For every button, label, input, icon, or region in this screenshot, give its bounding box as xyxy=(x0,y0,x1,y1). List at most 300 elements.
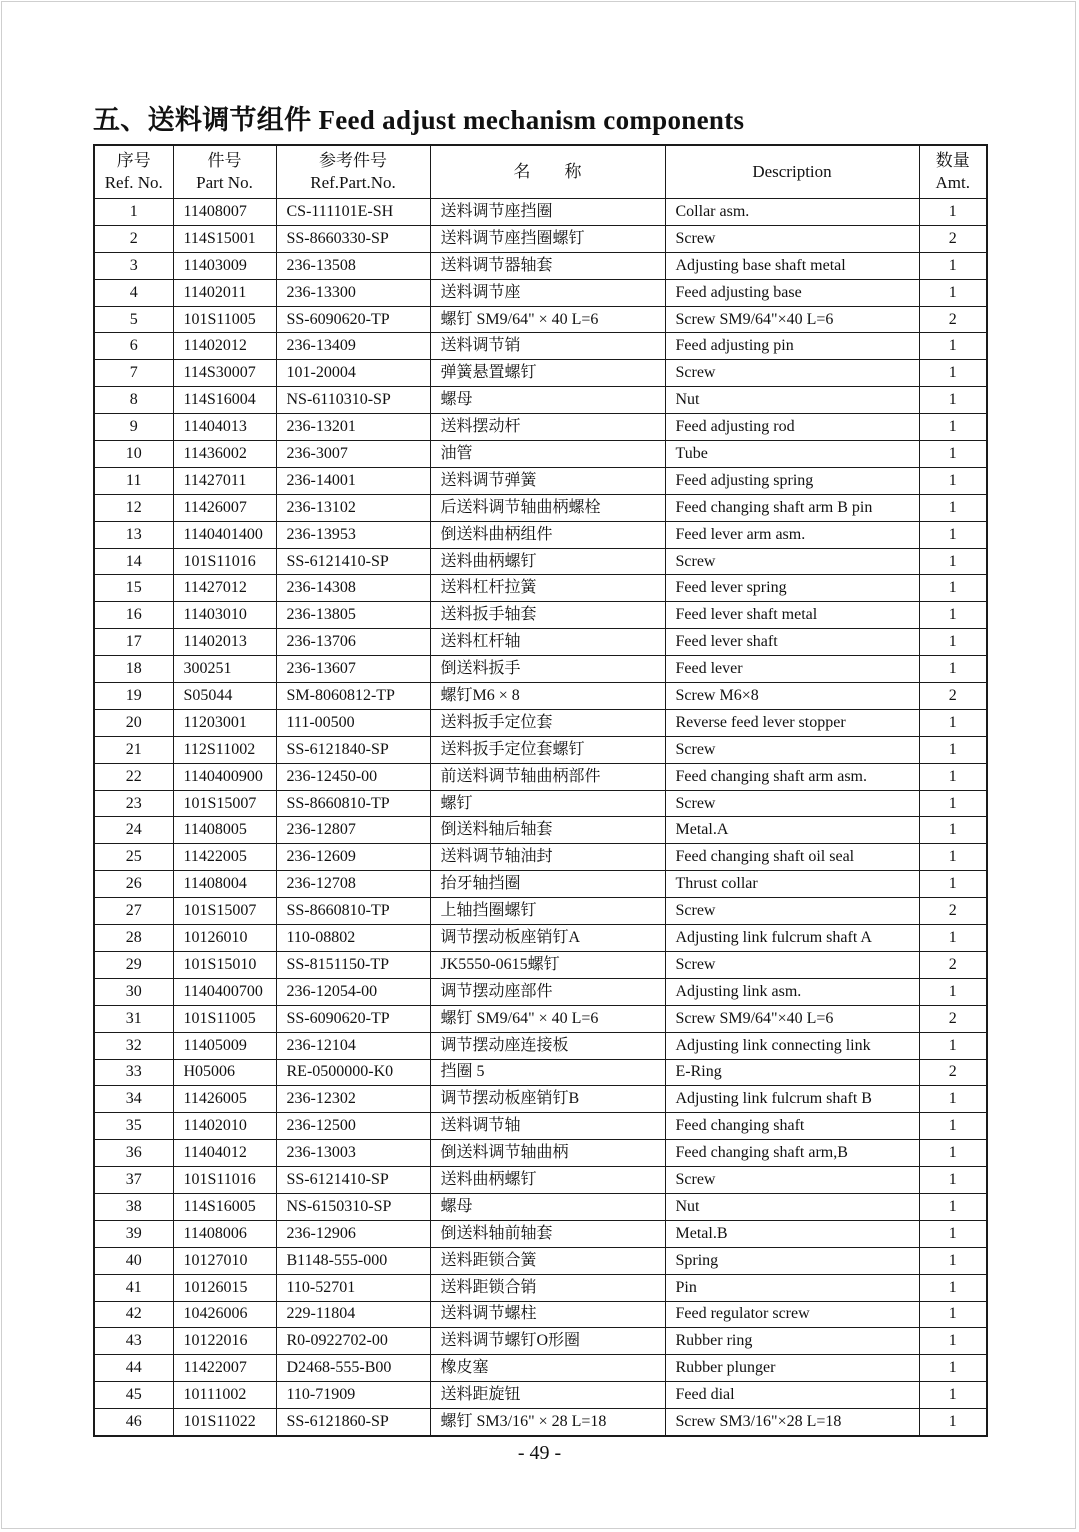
table-row xyxy=(94,1274,987,1301)
cell-ref: 33 xyxy=(94,1059,173,1086)
header-ref-no: 序号 Ref. No. xyxy=(94,145,173,199)
cell-name: 前送料调节轴曲柄部件 xyxy=(430,763,665,790)
cell-part: 11408006 xyxy=(173,1220,276,1247)
cell-desc: Rubber ring xyxy=(665,1328,919,1355)
cell-ref: 25 xyxy=(94,844,173,871)
cell-ref: 17 xyxy=(94,629,173,656)
cell-amt: 1 xyxy=(919,629,987,656)
table-row xyxy=(94,1193,987,1220)
cell-refpart: SS-6090620-TP xyxy=(276,306,430,333)
cell-refpart: 236-13953 xyxy=(276,521,430,548)
cell-part: 1140401400 xyxy=(173,521,276,548)
cell-desc: Feed adjusting pin xyxy=(665,333,919,360)
cell-ref: 7 xyxy=(94,360,173,387)
header-part-no: 件号 Part No. xyxy=(173,145,276,199)
table-row xyxy=(94,709,987,736)
cell-amt: 1 xyxy=(919,1355,987,1382)
cell-part: 101S15007 xyxy=(173,790,276,817)
cell-refpart: 236-13409 xyxy=(276,333,430,360)
cell-amt: 1 xyxy=(919,1301,987,1328)
cell-amt: 1 xyxy=(919,1086,987,1113)
cell-refpart: NS-6110310-SP xyxy=(276,387,430,414)
cell-refpart: 236-12500 xyxy=(276,1113,430,1140)
cell-name: 后送料调节轴曲柄螺栓 xyxy=(430,494,665,521)
cell-refpart: 236-12708 xyxy=(276,871,430,898)
cell-desc: Feed lever xyxy=(665,656,919,683)
cell-ref: 32 xyxy=(94,1032,173,1059)
cell-amt: 1 xyxy=(919,925,987,952)
cell-part: 11403010 xyxy=(173,602,276,629)
cell-part: 11404012 xyxy=(173,1140,276,1167)
cell-name: 调节摆动板座销钉A xyxy=(430,925,665,952)
cell-part: 11402011 xyxy=(173,279,276,306)
cell-desc: Nut xyxy=(665,387,919,414)
cell-amt: 1 xyxy=(919,1328,987,1355)
table-row xyxy=(94,871,987,898)
cell-name: 送料调节螺钉O形圈 xyxy=(430,1328,665,1355)
table-row xyxy=(94,1301,987,1328)
cell-part: 11408004 xyxy=(173,871,276,898)
table-row xyxy=(94,683,987,710)
cell-desc: Screw SM9/64"×40 L=6 xyxy=(665,1005,919,1032)
table-row xyxy=(94,656,987,683)
page-number: - 49 - xyxy=(517,1442,562,1464)
table-row xyxy=(94,306,987,333)
cell-name: 挡圈 5 xyxy=(430,1059,665,1086)
cell-desc: Feed changing shaft arm asm. xyxy=(665,763,919,790)
table-row xyxy=(94,494,987,521)
cell-refpart: R0-0922702-00 xyxy=(276,1328,430,1355)
cell-ref: 5 xyxy=(94,306,173,333)
cell-part: 10126015 xyxy=(173,1274,276,1301)
cell-desc: Feed lever shaft xyxy=(665,629,919,656)
cell-ref: 24 xyxy=(94,817,173,844)
cell-ref: 15 xyxy=(94,575,173,602)
cell-part: 300251 xyxy=(173,656,276,683)
cell-amt: 1 xyxy=(919,387,987,414)
table-row xyxy=(94,1140,987,1167)
cell-refpart: 236-3007 xyxy=(276,441,430,468)
parts-table xyxy=(93,144,988,1437)
cell-ref: 14 xyxy=(94,548,173,575)
cell-part: 10127010 xyxy=(173,1247,276,1274)
cell-refpart: 236-12104 xyxy=(276,1032,430,1059)
cell-part: 11402010 xyxy=(173,1113,276,1140)
table-row xyxy=(94,387,987,414)
table-row xyxy=(94,790,987,817)
cell-name: 螺钉 SM9/64" × 40 L=6 xyxy=(430,1005,665,1032)
cell-ref: 36 xyxy=(94,1140,173,1167)
cell-name: 送料扳手定位套螺钉 xyxy=(430,736,665,763)
table-row xyxy=(94,898,987,925)
cell-name: 送料摆动杆 xyxy=(430,414,665,441)
cell-refpart: SM-8060812-TP xyxy=(276,683,430,710)
cell-refpart: 236-12450-00 xyxy=(276,763,430,790)
cell-ref: 6 xyxy=(94,333,173,360)
cell-amt: 2 xyxy=(919,1059,987,1086)
cell-desc: Feed adjusting rod xyxy=(665,414,919,441)
cell-refpart: 229-11804 xyxy=(276,1301,430,1328)
table-row xyxy=(94,548,987,575)
cell-refpart: 236-14001 xyxy=(276,467,430,494)
cell-desc: Feed lever spring xyxy=(665,575,919,602)
cell-refpart: 236-14308 xyxy=(276,575,430,602)
cell-part: 11427011 xyxy=(173,467,276,494)
cell-desc: Screw xyxy=(665,225,919,252)
cell-amt: 1 xyxy=(919,1032,987,1059)
table-row xyxy=(94,736,987,763)
cell-amt: 1 xyxy=(919,1247,987,1274)
cell-name: 调节摆动座部件 xyxy=(430,978,665,1005)
cell-name: 送料调节轴 xyxy=(430,1113,665,1140)
table-row xyxy=(94,333,987,360)
table-row xyxy=(94,1005,987,1032)
cell-name: 螺钉 SM9/64" × 40 L=6 xyxy=(430,306,665,333)
cell-part: 1140400700 xyxy=(173,978,276,1005)
cell-name: 送料距锁合销 xyxy=(430,1274,665,1301)
cell-name: 倒送料扳手 xyxy=(430,656,665,683)
cell-name: 送料曲柄螺钉 xyxy=(430,548,665,575)
cell-name: 送料调节器轴套 xyxy=(430,252,665,279)
cell-desc: Screw xyxy=(665,1167,919,1194)
cell-desc: Rubber plunger xyxy=(665,1355,919,1382)
cell-part: 114S15001 xyxy=(173,225,276,252)
cell-amt: 1 xyxy=(919,252,987,279)
cell-ref: 38 xyxy=(94,1193,173,1220)
cell-amt: 1 xyxy=(919,494,987,521)
table-row xyxy=(94,467,987,494)
cell-refpart: SS-8660810-TP xyxy=(276,790,430,817)
cell-ref: 45 xyxy=(94,1382,173,1409)
cell-desc: Feed changing shaft arm B pin xyxy=(665,494,919,521)
cell-part: 101S11005 xyxy=(173,1005,276,1032)
cell-name: 螺母 xyxy=(430,1193,665,1220)
cell-ref: 30 xyxy=(94,978,173,1005)
cell-ref: 35 xyxy=(94,1113,173,1140)
cell-amt: 1 xyxy=(919,1113,987,1140)
table-row xyxy=(94,629,987,656)
cell-amt: 1 xyxy=(919,844,987,871)
cell-ref: 37 xyxy=(94,1167,173,1194)
table-row xyxy=(94,414,987,441)
cell-name: 送料距旋钮 xyxy=(430,1382,665,1409)
table-row xyxy=(94,199,987,226)
cell-ref: 29 xyxy=(94,951,173,978)
table-row xyxy=(94,602,987,629)
cell-refpart: 236-13508 xyxy=(276,252,430,279)
cell-ref: 23 xyxy=(94,790,173,817)
cell-part: 10111002 xyxy=(173,1382,276,1409)
cell-ref: 39 xyxy=(94,1220,173,1247)
cell-refpart: 236-12807 xyxy=(276,817,430,844)
cell-part: 101S11022 xyxy=(173,1409,276,1436)
cell-part: 11203001 xyxy=(173,709,276,736)
table-row xyxy=(94,575,987,602)
cell-amt: 1 xyxy=(919,414,987,441)
cell-amt: 1 xyxy=(919,575,987,602)
cell-desc: Screw SM3/16"×28 L=18 xyxy=(665,1409,919,1436)
cell-desc: Adjusting link fulcrum shaft A xyxy=(665,925,919,952)
cell-amt: 1 xyxy=(919,521,987,548)
cell-ref: 12 xyxy=(94,494,173,521)
table-row xyxy=(94,1247,987,1274)
cell-part: 11426007 xyxy=(173,494,276,521)
table-row xyxy=(94,1032,987,1059)
cell-amt: 1 xyxy=(919,467,987,494)
cell-name: 弹簧悬置螺钉 xyxy=(430,360,665,387)
cell-refpart: 236-13706 xyxy=(276,629,430,656)
header-name: 名 称 xyxy=(430,145,665,199)
cell-ref: 26 xyxy=(94,871,173,898)
cell-desc: Feed lever arm asm. xyxy=(665,521,919,548)
cell-refpart: 236-13300 xyxy=(276,279,430,306)
cell-refpart: 110-08802 xyxy=(276,925,430,952)
cell-part: 114S16004 xyxy=(173,387,276,414)
table-row xyxy=(94,1220,987,1247)
cell-ref: 44 xyxy=(94,1355,173,1382)
cell-name: 送料扳手定位套 xyxy=(430,709,665,736)
cell-amt: 2 xyxy=(919,1005,987,1032)
cell-amt: 1 xyxy=(919,1274,987,1301)
cell-ref: 3 xyxy=(94,252,173,279)
cell-ref: 34 xyxy=(94,1086,173,1113)
cell-ref: 10 xyxy=(94,441,173,468)
cell-ref: 9 xyxy=(94,414,173,441)
cell-desc: E-Ring xyxy=(665,1059,919,1086)
table-header-row xyxy=(94,145,987,199)
cell-ref: 31 xyxy=(94,1005,173,1032)
cell-name: 送料调节座挡圈螺钉 xyxy=(430,225,665,252)
cell-ref: 43 xyxy=(94,1328,173,1355)
cell-amt: 2 xyxy=(919,951,987,978)
cell-amt: 1 xyxy=(919,602,987,629)
cell-name: 螺钉 SM3/16" × 28 L=18 xyxy=(430,1409,665,1436)
cell-part: 114S16005 xyxy=(173,1193,276,1220)
table-row xyxy=(94,1086,987,1113)
cell-ref: 13 xyxy=(94,521,173,548)
cell-name: 送料曲柄螺钉 xyxy=(430,1167,665,1194)
cell-refpart: SS-6090620-TP xyxy=(276,1005,430,1032)
cell-desc: Adjusting link connecting link xyxy=(665,1032,919,1059)
cell-name: 抬牙轴挡圈 xyxy=(430,871,665,898)
cell-ref: 40 xyxy=(94,1247,173,1274)
table-row xyxy=(94,1355,987,1382)
cell-name: 橡皮塞 xyxy=(430,1355,665,1382)
cell-name: 倒送料轴后轴套 xyxy=(430,817,665,844)
cell-name: 送料调节销 xyxy=(430,333,665,360)
cell-refpart: 236-13003 xyxy=(276,1140,430,1167)
cell-desc: Screw M6×8 xyxy=(665,683,919,710)
cell-ref: 16 xyxy=(94,602,173,629)
cell-refpart: D2468-555-B00 xyxy=(276,1355,430,1382)
cell-amt: 2 xyxy=(919,683,987,710)
cell-part: 11405009 xyxy=(173,1032,276,1059)
cell-refpart: SS-6121410-SP xyxy=(276,1167,430,1194)
header-amount: 数量 Amt. xyxy=(919,145,987,199)
table-row xyxy=(94,521,987,548)
cell-part: 101S15010 xyxy=(173,951,276,978)
cell-desc: Reverse feed lever stopper xyxy=(665,709,919,736)
cell-part: 101S15007 xyxy=(173,898,276,925)
cell-refpart: B1148-555-000 xyxy=(276,1247,430,1274)
cell-part: 10126010 xyxy=(173,925,276,952)
table-row xyxy=(94,1328,987,1355)
cell-amt: 1 xyxy=(919,199,987,226)
cell-part: 114S30007 xyxy=(173,360,276,387)
cell-ref: 11 xyxy=(94,467,173,494)
cell-ref: 19 xyxy=(94,683,173,710)
cell-part: H05006 xyxy=(173,1059,276,1086)
cell-refpart: 110-52701 xyxy=(276,1274,430,1301)
cell-part: 11403009 xyxy=(173,252,276,279)
cell-part: 11436002 xyxy=(173,441,276,468)
cell-name: 调节摆动板座销钉B xyxy=(430,1086,665,1113)
cell-ref: 20 xyxy=(94,709,173,736)
cell-desc: Adjusting link asm. xyxy=(665,978,919,1005)
cell-refpart: 236-13805 xyxy=(276,602,430,629)
cell-ref: 2 xyxy=(94,225,173,252)
cell-desc: Screw xyxy=(665,790,919,817)
cell-name: 送料扳手轴套 xyxy=(430,602,665,629)
cell-desc: Adjusting base shaft metal xyxy=(665,252,919,279)
cell-ref: 22 xyxy=(94,763,173,790)
table-row xyxy=(94,1409,987,1436)
cell-amt: 1 xyxy=(919,1382,987,1409)
table-row xyxy=(94,925,987,952)
cell-amt: 1 xyxy=(919,1220,987,1247)
cell-desc: Pin xyxy=(665,1274,919,1301)
cell-ref: 8 xyxy=(94,387,173,414)
cell-refpart: SS-8151150-TP xyxy=(276,951,430,978)
cell-ref: 1 xyxy=(94,199,173,226)
cell-amt: 1 xyxy=(919,1409,987,1436)
cell-name: 倒送料曲柄组件 xyxy=(430,521,665,548)
page-title: 五、送料调节组件 Feed adjust mechanism components xyxy=(93,105,745,135)
cell-desc: Tube xyxy=(665,441,919,468)
cell-part: 11426005 xyxy=(173,1086,276,1113)
cell-amt: 1 xyxy=(919,279,987,306)
cell-desc: Screw xyxy=(665,951,919,978)
cell-ref: 27 xyxy=(94,898,173,925)
cell-amt: 1 xyxy=(919,709,987,736)
cell-desc: Screw SM9/64"×40 L=6 xyxy=(665,306,919,333)
cell-name: 油管 xyxy=(430,441,665,468)
table-row xyxy=(94,1113,987,1140)
table-row xyxy=(94,763,987,790)
cell-part: 10426006 xyxy=(173,1301,276,1328)
table-row xyxy=(94,225,987,252)
cell-amt: 1 xyxy=(919,360,987,387)
cell-refpart: NS-6150310-SP xyxy=(276,1193,430,1220)
cell-desc: Feed regulator screw xyxy=(665,1301,919,1328)
cell-refpart: CS-111101E-SH xyxy=(276,199,430,226)
cell-name: 送料调节轴油封 xyxy=(430,844,665,871)
cell-desc: Screw xyxy=(665,548,919,575)
cell-amt: 2 xyxy=(919,225,987,252)
cell-amt: 1 xyxy=(919,656,987,683)
cell-name: JK5550-0615螺钉 xyxy=(430,951,665,978)
header-ref-part-no: 参考件号 Ref.Part.No. xyxy=(276,145,430,199)
cell-refpart: 236-12054-00 xyxy=(276,978,430,1005)
cell-desc: Feed lever shaft metal xyxy=(665,602,919,629)
cell-refpart: SS-8660330-SP xyxy=(276,225,430,252)
cell-desc: Screw xyxy=(665,360,919,387)
cell-amt: 1 xyxy=(919,817,987,844)
cell-refpart: 101-20004 xyxy=(276,360,430,387)
cell-part: 101S11016 xyxy=(173,548,276,575)
cell-amt: 1 xyxy=(919,1167,987,1194)
cell-name: 送料调节座 xyxy=(430,279,665,306)
cell-ref: 21 xyxy=(94,736,173,763)
cell-part: 11422007 xyxy=(173,1355,276,1382)
cell-desc: Nut xyxy=(665,1193,919,1220)
cell-name: 送料杠杆轴 xyxy=(430,629,665,656)
cell-part: 11408005 xyxy=(173,817,276,844)
cell-desc: Feed adjusting spring xyxy=(665,467,919,494)
cell-ref: 41 xyxy=(94,1274,173,1301)
table-row xyxy=(94,978,987,1005)
cell-amt: 1 xyxy=(919,548,987,575)
cell-amt: 2 xyxy=(919,306,987,333)
cell-name: 螺母 xyxy=(430,387,665,414)
cell-name: 上轴挡圈螺钉 xyxy=(430,898,665,925)
cell-part: 10122016 xyxy=(173,1328,276,1355)
cell-name: 倒送料轴前轴套 xyxy=(430,1220,665,1247)
cell-part: 101S11005 xyxy=(173,306,276,333)
cell-name: 螺钉M6 × 8 xyxy=(430,683,665,710)
cell-refpart: 111-00500 xyxy=(276,709,430,736)
cell-part: 11402012 xyxy=(173,333,276,360)
cell-refpart: 110-71909 xyxy=(276,1382,430,1409)
cell-part: 11404013 xyxy=(173,414,276,441)
cell-amt: 1 xyxy=(919,441,987,468)
cell-refpart: 236-13201 xyxy=(276,414,430,441)
cell-part: 11427012 xyxy=(173,575,276,602)
cell-name: 送料距锁合簧 xyxy=(430,1247,665,1274)
cell-amt: 1 xyxy=(919,978,987,1005)
cell-name: 送料调节螺柱 xyxy=(430,1301,665,1328)
cell-part: 1140400900 xyxy=(173,763,276,790)
table-row xyxy=(94,951,987,978)
cell-desc: Feed changing shaft arm,B xyxy=(665,1140,919,1167)
cell-refpart: SS-8660810-TP xyxy=(276,898,430,925)
table-row xyxy=(94,279,987,306)
cell-ref: 4 xyxy=(94,279,173,306)
cell-ref: 18 xyxy=(94,656,173,683)
cell-desc: Feed dial xyxy=(665,1382,919,1409)
cell-refpart: 236-12609 xyxy=(276,844,430,871)
cell-amt: 1 xyxy=(919,871,987,898)
cell-desc: Collar asm. xyxy=(665,199,919,226)
cell-amt: 1 xyxy=(919,763,987,790)
header-description: Description xyxy=(665,145,919,199)
cell-part: 112S11002 xyxy=(173,736,276,763)
table-row xyxy=(94,1382,987,1409)
cell-desc: Feed changing shaft xyxy=(665,1113,919,1140)
cell-desc: Metal.A xyxy=(665,817,919,844)
cell-amt: 1 xyxy=(919,333,987,360)
cell-name: 送料调节弹簧 xyxy=(430,467,665,494)
table-row xyxy=(94,1059,987,1086)
cell-desc: Thrust collar xyxy=(665,871,919,898)
cell-desc: Screw xyxy=(665,898,919,925)
cell-desc: Spring xyxy=(665,1247,919,1274)
cell-name: 送料杠杆拉簧 xyxy=(430,575,665,602)
cell-refpart: 236-12302 xyxy=(276,1086,430,1113)
cell-amt: 1 xyxy=(919,736,987,763)
cell-refpart: 236-12906 xyxy=(276,1220,430,1247)
cell-amt: 1 xyxy=(919,790,987,817)
